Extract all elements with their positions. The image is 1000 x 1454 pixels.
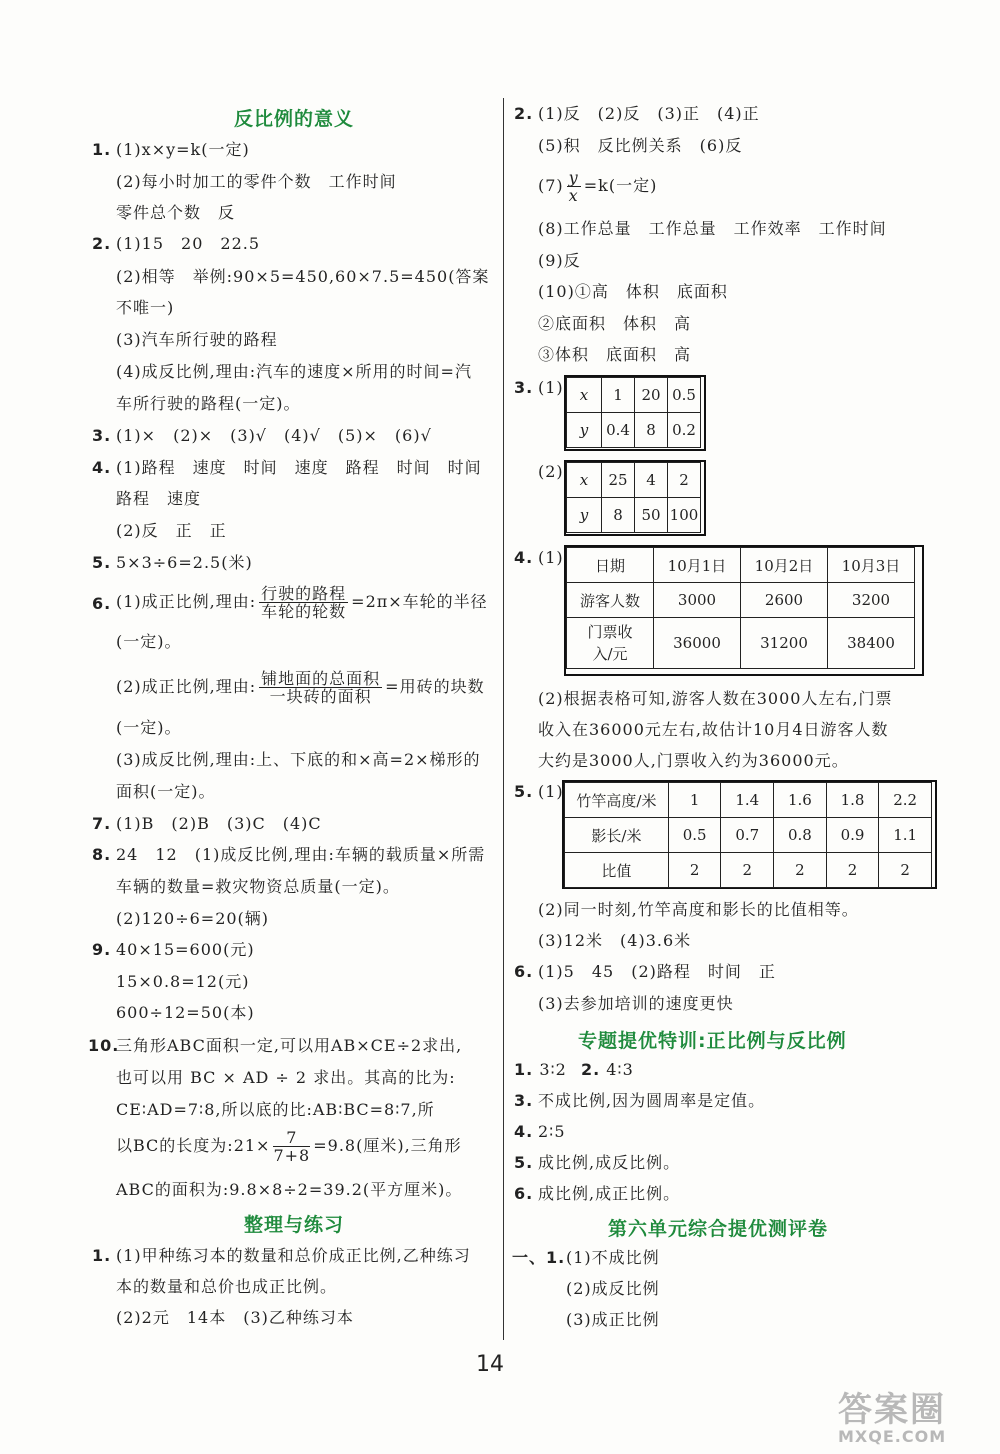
table-cell: 比值 (565, 853, 669, 888)
table-cell: 31200 (741, 618, 828, 669)
r4-line: 大约是3000人,门票收入约为36000元。 (538, 751, 849, 770)
s3-line: 不成比例,因为圆周率是定值。 (538, 1091, 766, 1110)
r2-fraction-line (538, 168, 657, 204)
q10-fraction (273, 1129, 310, 1164)
r5-table (564, 782, 932, 888)
table-cell: 1.6 (774, 783, 827, 818)
table-cell: 2 (826, 853, 879, 888)
table-cell: 竹竿高度/米 (565, 783, 669, 818)
q1-number: 1. (92, 140, 112, 159)
q6-part2-prefix: (2)成正比例,理由: (116, 677, 257, 696)
watermark-text: 答案圈 (838, 1390, 946, 1430)
table-cell: 8 (602, 498, 635, 533)
section-title-review: 整理与练习 (244, 1214, 345, 1236)
table-cell: x (567, 463, 602, 498)
q10-line: ABC的面积为:9.8×8÷2=39.2(平方厘米)。 (116, 1180, 463, 1199)
q6-part1-prefix: (1)成正比例,理由: (116, 592, 257, 611)
u1-line: (1)不成比例 (566, 1248, 660, 1267)
table-row (567, 378, 701, 413)
q4-line: (1)路程 速度 时间 速度 路程 时间 时间 (116, 458, 482, 477)
fraction-denominator: 一块砖的面积 (269, 687, 372, 706)
table-cell: 1.8 (826, 783, 879, 818)
r6-line: (1)5 45 (2)路程 时间 正 (538, 962, 776, 981)
s6-number: 6. (514, 1184, 534, 1203)
q2-line: 车所行驶的路程(一定)。 (116, 394, 301, 413)
q9-line: 15×0.8=12(元) (116, 972, 250, 991)
table-cell: 0.5 (668, 818, 721, 853)
table-cell: 影长/米 (565, 818, 669, 853)
s3-number: 3. (514, 1091, 534, 1110)
z1-line: 本的数量和总价也成正比例。 (116, 1277, 338, 1296)
table-cell: 0.4 (602, 413, 635, 448)
fraction-numerator: 7 (273, 1129, 310, 1147)
u1-line: (3)成正比例 (566, 1310, 660, 1329)
fraction-numerator: 铺地面的总面积 (261, 669, 381, 688)
q2-line: 不唯一) (116, 298, 175, 317)
table-cell: 0.7 (721, 818, 774, 853)
table-row (567, 463, 701, 498)
s1-line (514, 1060, 634, 1080)
q1-line: (1)x×y=k(一定) (116, 140, 250, 159)
q2-number: 2. (92, 234, 112, 253)
table-cell: 2 (774, 853, 827, 888)
q2-line: (1)15 20 22.5 (116, 234, 261, 253)
r5-line: (2)同一时刻,竹竿高度和影长的比值相等。 (538, 900, 859, 919)
r2-fraction (567, 169, 581, 204)
q8-number: 8. (92, 845, 112, 864)
r4-number: 4. (514, 548, 534, 567)
table-cell: x (567, 378, 602, 413)
u1-line: (2)成反比例 (566, 1279, 660, 1298)
q2-line: (2)相等 举例:90×5=450,60×7.5=450(答案 (116, 267, 490, 286)
section-title-inverse-proportion: 反比例的意义 (234, 108, 355, 130)
table-cell: 门票收入/元 (567, 618, 654, 669)
z1-line: (1)甲种练习本的数量和总价成正比例,乙种练习 (116, 1246, 471, 1265)
table-cell: 10月2日 (741, 548, 828, 583)
r4-part1-label: (1) (538, 548, 564, 567)
table-cell: 2600 (741, 583, 828, 618)
table-row (567, 548, 915, 583)
fraction-denominator: 7+8 (273, 1146, 311, 1165)
q10-prefix: 以BC的长度为:21× (116, 1136, 271, 1155)
r3-part2-label: (2) (538, 462, 564, 481)
table-cell: 0.9 (826, 818, 879, 853)
section-title-unit-test: 第六单元综合提优测评卷 (608, 1218, 829, 1240)
table-row (567, 413, 701, 448)
q5-number: 5. (92, 553, 112, 572)
s5-number: 5. (514, 1153, 534, 1172)
s2-value: 4∶3 (606, 1060, 634, 1079)
table-cell: 8 (635, 413, 668, 448)
r2-line: (9)反 (538, 251, 581, 270)
table-row (567, 583, 915, 618)
table-row (565, 818, 932, 853)
q6-line: (一定)。 (116, 632, 182, 651)
q4-number: 4. (92, 458, 112, 477)
table-cell: 10月3日 (828, 548, 915, 583)
table-cell: 2 (668, 853, 721, 888)
s4-line: 2∶5 (538, 1122, 566, 1141)
r6-number: 6. (514, 962, 534, 981)
r2-line: ②底面积 体积 高 (538, 314, 692, 333)
table-cell: 2 (879, 853, 932, 888)
table-row (567, 618, 915, 669)
table-cell: 1 (602, 378, 635, 413)
r3-number: 3. (514, 378, 534, 397)
q6-part2-suffix: =用砖的块数 (385, 677, 485, 696)
q6-line: (3)成反比例,理由:上、下底的和×高=2×梯形的 (116, 750, 481, 769)
table-cell: 100 (668, 498, 701, 533)
table-cell: 3000 (654, 583, 741, 618)
table-cell: 4 (635, 463, 668, 498)
q3-line: (1)× (2)× (3)√ (4)√ (5)× (6)√ (116, 426, 432, 445)
r2-line: (10)①高 体积 底面积 (538, 282, 728, 301)
q9-line: 600÷12=50(本) (116, 1003, 255, 1022)
r2-number: 2. (514, 104, 534, 123)
table-cell: 游客人数 (567, 583, 654, 618)
table-cell: 0.2 (668, 413, 701, 448)
z1-line: (2)2元 14本 (3)乙种练习本 (116, 1308, 354, 1327)
table-row (565, 783, 932, 818)
q10-line: CE∶AD=7∶8,所以底的比:AB∶BC=8∶7,所 (116, 1100, 435, 1119)
q3-number: 3. (92, 426, 112, 445)
s1-value: 3∶2 (539, 1060, 567, 1079)
table-cell: 1.1 (879, 818, 932, 853)
table-cell: 38400 (828, 618, 915, 669)
fraction-numerator: 行驶的路程 (261, 584, 347, 603)
r5-line: (3)12米 (4)3.6米 (538, 931, 692, 950)
r4-line: (2)根据表格可知,游客人数在3000人左右,门票 (538, 689, 893, 708)
section-title-special-training: 专题提优特训:正比例与反比例 (578, 1030, 847, 1052)
r4-line: 收入在36000元左右,故估计10月4日游客人数 (538, 720, 889, 739)
r2-line: (8)工作总量 工作总量 工作效率 工作时间 (538, 219, 887, 238)
q8-line: (2)120÷6=20(辆) (116, 909, 270, 928)
table-cell: 20 (635, 378, 668, 413)
q6-line: 面积(一定)。 (116, 782, 216, 801)
s5-line: 成比例,成反比例。 (538, 1153, 681, 1172)
table-cell: 0.8 (774, 818, 827, 853)
table-row (565, 853, 932, 888)
page-number: 14 (476, 1352, 504, 1377)
r2-prefix: (7) (538, 176, 564, 195)
q1-line: (2)每小时加工的零件个数 工作时间 (116, 172, 397, 191)
r3-table2 (566, 462, 701, 533)
q6-part2-fraction (259, 670, 382, 705)
q10-suffix: =9.8(厘米),三角形 (313, 1136, 462, 1155)
q10-line: 也可以用 BC × AD ÷ 2 求出。其高的比为: (116, 1068, 456, 1087)
q4-line: (2)反 正 正 (116, 521, 227, 540)
table-cell: 2 (721, 853, 774, 888)
q6-part2 (116, 669, 485, 705)
r3-part1-label: (1) (538, 378, 564, 397)
r2-line: (1)反 (2)反 (3)正 (4)正 (538, 104, 760, 123)
table-cell: 1.4 (721, 783, 774, 818)
q2-line: (3)汽车所行驶的路程 (116, 330, 278, 349)
q10-line: 三角形ABC面积一定,可以用AB×CE÷2求出, (116, 1036, 463, 1055)
table-cell: y (567, 413, 602, 448)
column-divider (503, 98, 504, 1340)
q7-number: 7. (92, 814, 112, 833)
r5-number: 5. (514, 782, 534, 801)
table-cell: 2 (668, 463, 701, 498)
r2-suffix: =k(一定) (583, 176, 658, 195)
q8-line: 车辆的数量=救灾物资总质量(一定)。 (116, 877, 400, 896)
watermark-logo (838, 1382, 978, 1448)
s2-number: 2. (580, 1060, 601, 1079)
watermark-url: MXQE.COM (838, 1427, 947, 1446)
table-cell: 1 (668, 783, 721, 818)
z1-number: 1. (92, 1246, 112, 1265)
table-cell: 日期 (567, 548, 654, 583)
r3-table1 (566, 377, 701, 448)
q6-number: 6. (92, 594, 112, 613)
table-cell: 3200 (828, 583, 915, 618)
table-cell: 25 (602, 463, 635, 498)
table-cell: 0.5 (668, 378, 701, 413)
r6-line: (3)去参加培训的速度更快 (538, 994, 734, 1013)
r4-table (566, 547, 915, 669)
fraction-denominator: 车轮的轮数 (261, 602, 347, 621)
table-cell: y (567, 498, 602, 533)
q1-line: 零件总个数 反 (116, 203, 236, 222)
q6-line: (一定)。 (116, 718, 182, 737)
q6-part1-suffix: =2π×车轮的半径 (351, 592, 488, 611)
q7-line: (1)B (2)B (3)C (4)C (116, 814, 322, 833)
table-cell: 2.2 (879, 783, 932, 818)
q10-fraction-line (116, 1128, 462, 1164)
fraction-numerator: y (568, 168, 579, 187)
q6-part1-fraction (259, 585, 348, 620)
q5-line: 5×3÷6=2.5(米) (116, 553, 253, 572)
q9-number: 9. (92, 940, 112, 959)
s1-number: 1. (514, 1060, 534, 1079)
r5-part1-label: (1) (538, 782, 564, 801)
r2-line: (5)积 反比例关系 (6)反 (538, 136, 743, 155)
table-cell: 36000 (654, 618, 741, 669)
q10-number: 10. (88, 1036, 120, 1055)
q6-part1 (116, 584, 488, 620)
u1-number: 一、1. (512, 1248, 566, 1267)
s4-number: 4. (514, 1122, 534, 1141)
fraction-denominator: x (568, 186, 579, 205)
table-cell: 50 (635, 498, 668, 533)
table-row (567, 498, 701, 533)
q4-line: 路程 速度 (116, 489, 202, 508)
table-cell: 10月1日 (654, 548, 741, 583)
q9-line: 40×15=600(元) (116, 940, 255, 959)
s6-line: 成比例,成正比例。 (538, 1184, 681, 1203)
q2-line: (4)成反比例,理由:汽车的速度×所用的时间=汽 (116, 362, 472, 381)
r2-line: ③体积 底面积 高 (538, 345, 692, 364)
q8-line: 24 12 (1)成反比例,理由:车辆的载质量×所需 (116, 845, 486, 864)
